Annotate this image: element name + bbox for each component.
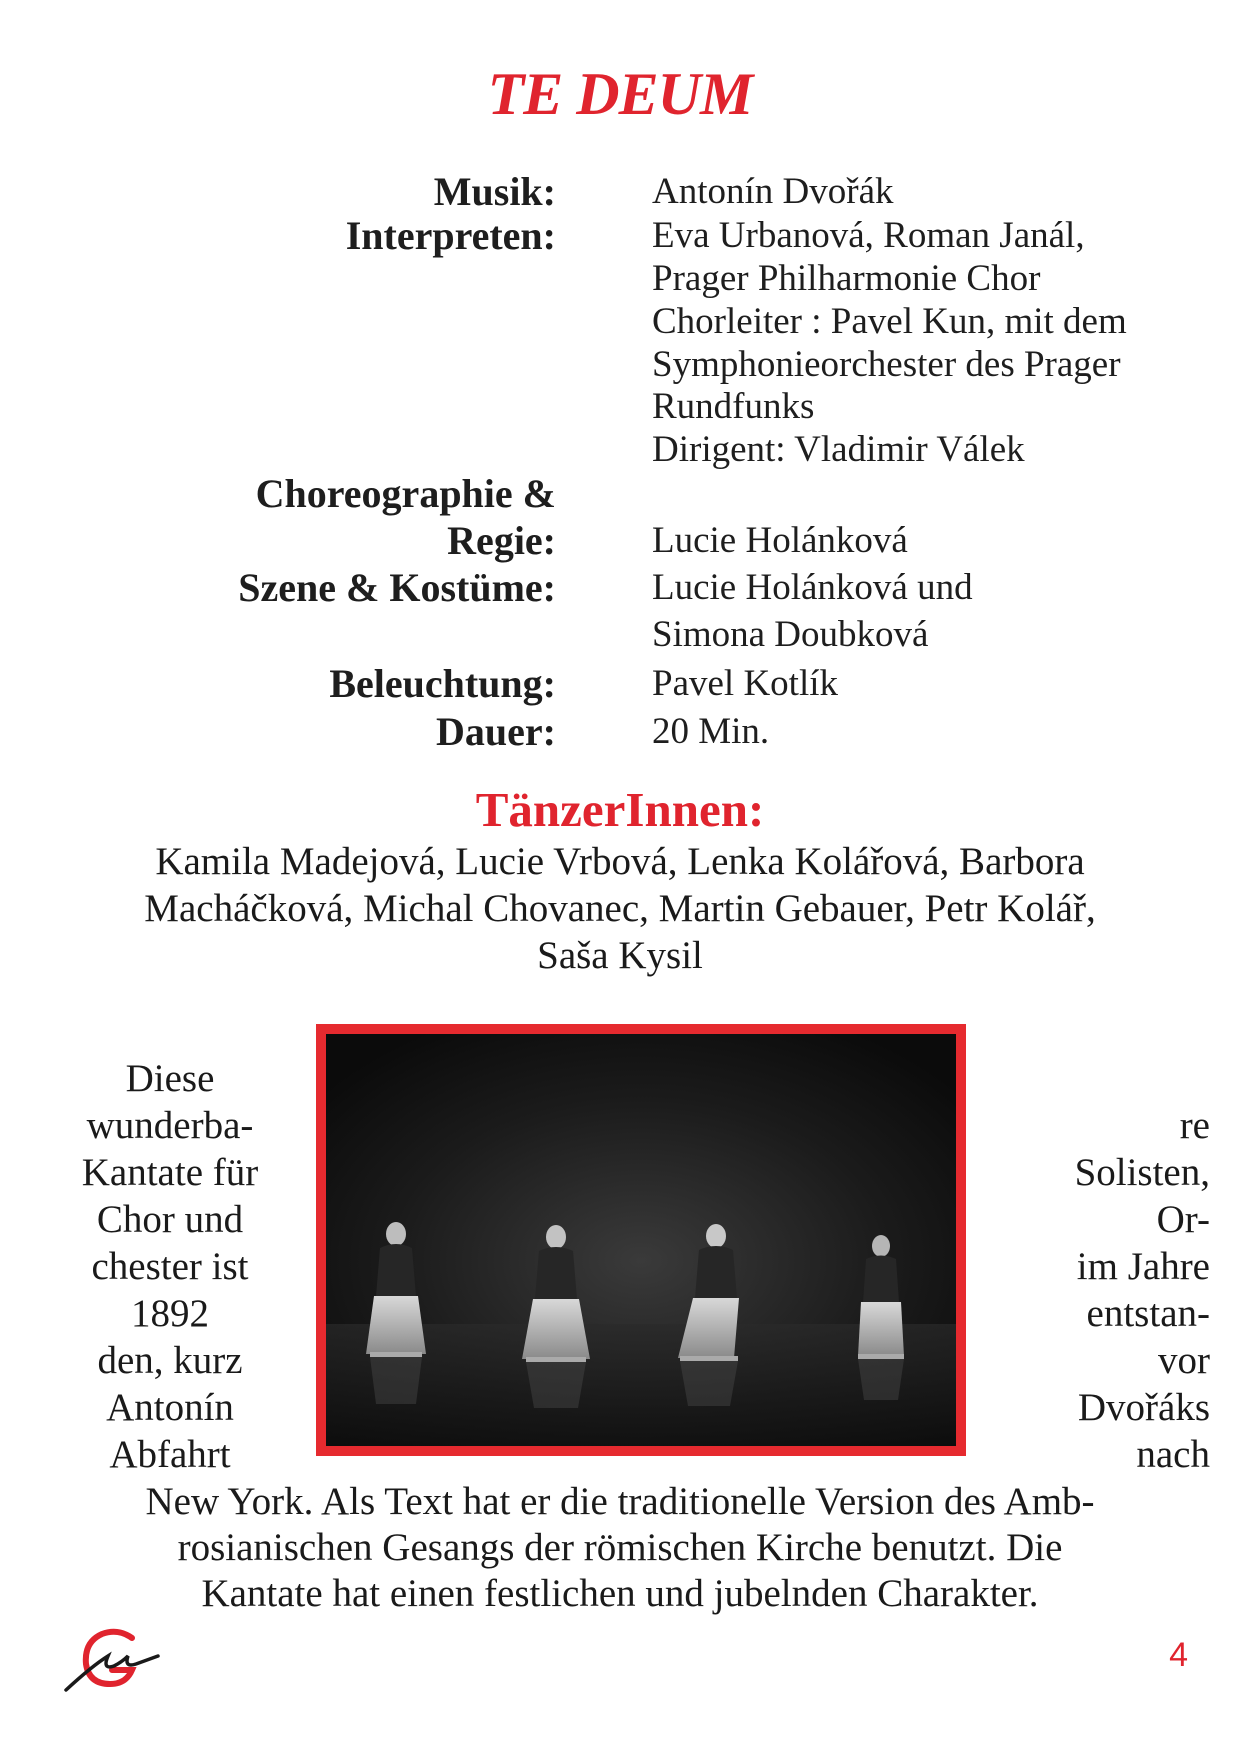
credit-label: Szene & Kostüme:	[238, 565, 556, 610]
credit-value-line: Rundfunks	[652, 386, 815, 427]
description-line: chester ist	[91, 1245, 249, 1288]
performance-photo	[326, 1034, 956, 1446]
description-line: Kantate hat einen festlichen und jubelnden Charakter.	[201, 1572, 1039, 1615]
description-line: nach	[1136, 1433, 1210, 1476]
credit-value-line: Dirigent: Vladimir Válek	[652, 429, 1025, 470]
description-line: Diese	[125, 1057, 215, 1100]
credit-label: Interpreten:	[345, 213, 556, 258]
description-line: New York. Als Text hat er die traditionelle Version des Amb-	[145, 1480, 1095, 1523]
description-line: im Jahre	[1076, 1245, 1210, 1288]
description-line: re	[1179, 1104, 1210, 1147]
credit-label: Musik:	[433, 169, 556, 214]
description-line: entstan-	[1086, 1292, 1210, 1335]
credit-value-line: Chorleiter : Pavel Kun, mit dem	[652, 301, 1127, 342]
page-title: TE DEUM	[487, 61, 753, 127]
credit-label: Beleuchtung:	[329, 661, 556, 706]
description-line: den, kurz	[97, 1339, 243, 1382]
dancers-line: Kamila Madejová, Lucie Vrbová, Lenka Kolářová, Barbora	[155, 840, 1085, 883]
description-line: Chor und	[96, 1198, 244, 1241]
description-line: 1892	[131, 1292, 209, 1335]
description-line: Dvořáks	[1077, 1386, 1210, 1429]
credit-value: Antonín Dvořák	[652, 171, 894, 212]
credit-value-line: Symphonieorchester des Prager	[652, 344, 1121, 385]
description-left-column	[50, 1055, 290, 1478]
credit-value-line: Prager Philharmonie Chor	[652, 258, 1041, 299]
credit-value: 20 Min.	[652, 711, 770, 752]
dancers-heading: TänzerInnen:	[475, 782, 765, 837]
description-line: rosianischen Gesangs der römischen Kirche benutzt. Die	[177, 1526, 1063, 1569]
description-line: Solisten,	[1074, 1151, 1210, 1194]
description-line: Antonín	[106, 1386, 234, 1429]
credit-label: Dauer:	[436, 709, 556, 754]
description-line: Kantate für	[81, 1151, 259, 1194]
dancers-list	[40, 838, 1200, 979]
credit-value-line: Simona Doubková	[652, 614, 929, 655]
description-line: wunderba-	[86, 1104, 254, 1147]
credit-value: Pavel Kotlík	[652, 663, 839, 704]
page-number: 4	[1169, 1636, 1188, 1674]
performance-photo-frame	[316, 1024, 966, 1456]
credit-label: Choreographie &	[255, 471, 556, 516]
credit-value-line: Eva Urbanová, Roman Janál,	[652, 215, 1085, 256]
description-right-column	[990, 1102, 1210, 1478]
dancers-line: Saša Kysil	[537, 934, 703, 977]
dancers-line: Macháčková, Michal Chovanec, Martin Gebauer, Petr Kolář,	[144, 887, 1096, 930]
credit-label: Regie:	[447, 518, 556, 563]
description-line: Abfahrt	[109, 1433, 231, 1476]
description-line: Or-	[1156, 1198, 1210, 1241]
credit-value-line: Lucie Holánková und	[652, 567, 973, 608]
description-line: vor	[1158, 1339, 1210, 1382]
description-bottom	[40, 1479, 1200, 1617]
credit-value: Lucie Holánková	[652, 520, 908, 561]
publisher-logo-icon	[62, 1626, 162, 1696]
